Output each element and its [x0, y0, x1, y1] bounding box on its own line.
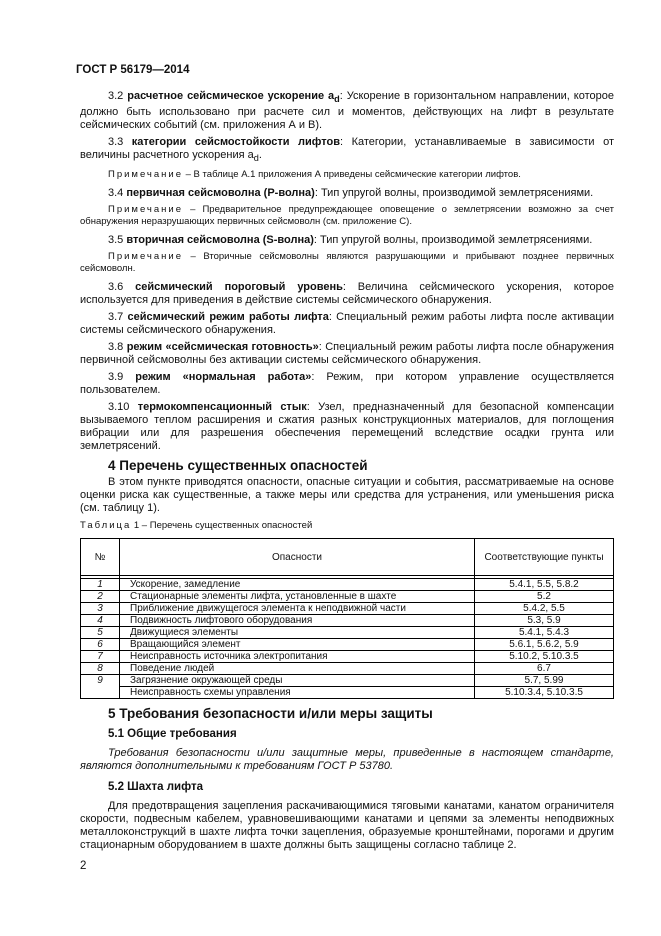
row-num — [81, 687, 120, 699]
table-body — [81, 576, 614, 699]
row-points: 5.3, 5.9 — [475, 615, 614, 627]
row-num: 8 — [81, 663, 120, 675]
clause-3-2: 3.2 расчетное сейсмическое ускорение $a_d$: Ускорение в горизонтальном направлении, которое должно быть использовано при расчете сил и моментов, действующих на лифт в результате сейсмических событий (см. приложения А и В). — [80, 90, 614, 132]
row-num: 4 — [81, 615, 120, 627]
hazards-table — [80, 538, 614, 699]
clause-3-9: 3.9 режим «нормальная работа»: Режим, при котором управление осуществляется пользователем. — [80, 371, 614, 397]
table-row — [81, 579, 614, 591]
row-hazard: Подвижность лифтового оборудования — [120, 615, 475, 627]
row-num: 6 — [81, 639, 120, 651]
row-hazard: Поведение людей — [120, 663, 475, 675]
table-row — [81, 675, 614, 687]
row-points: 5.2 — [475, 591, 614, 603]
table-header-row — [81, 539, 614, 576]
table-row — [81, 639, 614, 651]
table-row — [81, 663, 614, 675]
table-1-caption: Таблица 1 – Перечень существенных опасностей — [80, 520, 313, 532]
section-5-title: 5 Требования безопасности и/или меры защиты — [108, 706, 433, 722]
clause-3-3: 3.3 категории сейсмостойкости лифтов: Категории, устанавливаемые в зависимости от величины расчетного ускорения $a_d$. — [80, 136, 614, 164]
header-points: Соответствующие пункты — [475, 539, 614, 576]
header-num: № — [81, 539, 120, 576]
note-1: Примечание – В таблице А.1 приложения А приведены сейсмические категории лифтов. — [108, 169, 521, 181]
row-points: 5.10.3.4, 5.10.3.5 — [475, 687, 614, 699]
table-row — [81, 603, 614, 615]
table-row — [81, 591, 614, 603]
note-2: Примечание – Предварительное предупреждающее оповещение о землетрясении возможно за счет обнаружения неразрушающих первичных сейсмоволн (см. приложение С). — [80, 204, 614, 228]
row-hazard: Неисправность схемы управления — [120, 687, 475, 699]
note-3: Примечание – Вторичные сейсмоволны являются разрушающими и прибывают позднее первичных сейсмоволн. — [80, 251, 614, 275]
row-points: 5.4.1, 5.4.3 — [475, 627, 614, 639]
row-num: 3 — [81, 603, 120, 615]
row-num: 1 — [81, 579, 120, 591]
section-4-text: В этом пункте приводятся опасности, опасные ситуации и события, рассматриваемые на основе оценки риска как существенные, а также меры или средства для устранения, или уменьшения риска (см. таблицу 1). — [80, 476, 614, 515]
section-4-title: 4 Перечень существенных опасностей — [108, 458, 368, 474]
section-5-2-title: 5.2 Шахта лифта — [108, 781, 204, 794]
table-row — [81, 627, 614, 639]
row-num: 9 — [81, 675, 120, 687]
row-hazard: Приближение движущегося элемента к неподвижной части — [120, 603, 475, 615]
row-hazard: Движущиеся элементы — [120, 627, 475, 639]
table-row — [81, 651, 614, 663]
row-num: 5 — [81, 627, 120, 639]
row-hazard: Ускорение, замедление — [120, 579, 475, 591]
row-hazard: Загрязнение окружающей среды — [120, 675, 475, 687]
row-hazard: Неисправность источника электропитания — [120, 651, 475, 663]
section-5-1-text: Требования безопасности и/или защитные меры, приведенные в настоящем стандарте, являются дополнительными к требованиям ГОСТ Р 53780. — [80, 747, 614, 773]
row-points: 5.7, 5.99 — [475, 675, 614, 687]
row-points: 5.6.1, 5.6.2, 5.9 — [475, 639, 614, 651]
table-row — [81, 615, 614, 627]
clause-3-10: 3.10 термокомпенсационный стык: Узел, предназначенный для безопасной компенсации вызываемого теплом расширения и сжатия разных конструкционных материалов, для поглощения вибрации или для разрешения обеспечения перемещений вследствие осадки грунта или землетрясений. — [80, 401, 614, 453]
row-hazard: Стационарные элементы лифта, установленные в шахте — [120, 591, 475, 603]
section-5-1-title: 5.1 Общие требования — [108, 728, 237, 741]
row-points: 5.4.1, 5.5, 5.8.2 — [475, 579, 614, 591]
section-5-2-text: Для предотвращения зацепления раскачивающимися тяговыми канатами, канатом ограничителя скорости, подвесным кабелем, уравновешивающими канатами и цепями за элементы неподвижных металлоконструкций в шахте лифта точки зацепления, образуемые кронштейнами, порогами и другим стационарным оборудованием в шахте должны быть защищены согласно таблице 2. — [80, 800, 614, 852]
clause-3-4: 3.4 первичная сейсмоволна (Р-волна): Тип упругой волны, производимой землетрясениями. — [108, 187, 594, 200]
table-row — [81, 687, 614, 699]
document-body — [80, 90, 614, 856]
page-number: 2 — [80, 860, 87, 872]
row-points: 6.7 — [475, 663, 614, 675]
row-points: 5.10.2, 5.10.3.5 — [475, 651, 614, 663]
clause-3-8: 3.8 режим «сейсмическая готовность»: Специальный режим работы лифта после обнаружения первичной сейсмоволны без активации системы сейсмического обнаружения. — [80, 341, 614, 367]
row-hazard: Вращающийся элемент — [120, 639, 475, 651]
row-points: 5.4.2, 5.5 — [475, 603, 614, 615]
row-num: 2 — [81, 591, 120, 603]
clause-3-7: 3.7 сейсмический режим работы лифта: Специальный режим работы лифта после активации системы сейсмического обнаружения. — [80, 311, 614, 337]
header-hazards: Опасности — [120, 539, 475, 576]
clause-3-5: 3.5 вторичная сейсмоволна (S-волна): Тип упругой волны, производимой землетрясениями. — [108, 234, 593, 247]
document-header: ГОСТ Р 56179—2014 — [76, 64, 190, 76]
clause-3-6: 3.6 сейсмический пороговый уровень: Величина сейсмического ускорения, которое используется для приведения в действие системы сейсмического обнаружения. — [80, 281, 614, 307]
row-num: 7 — [81, 651, 120, 663]
